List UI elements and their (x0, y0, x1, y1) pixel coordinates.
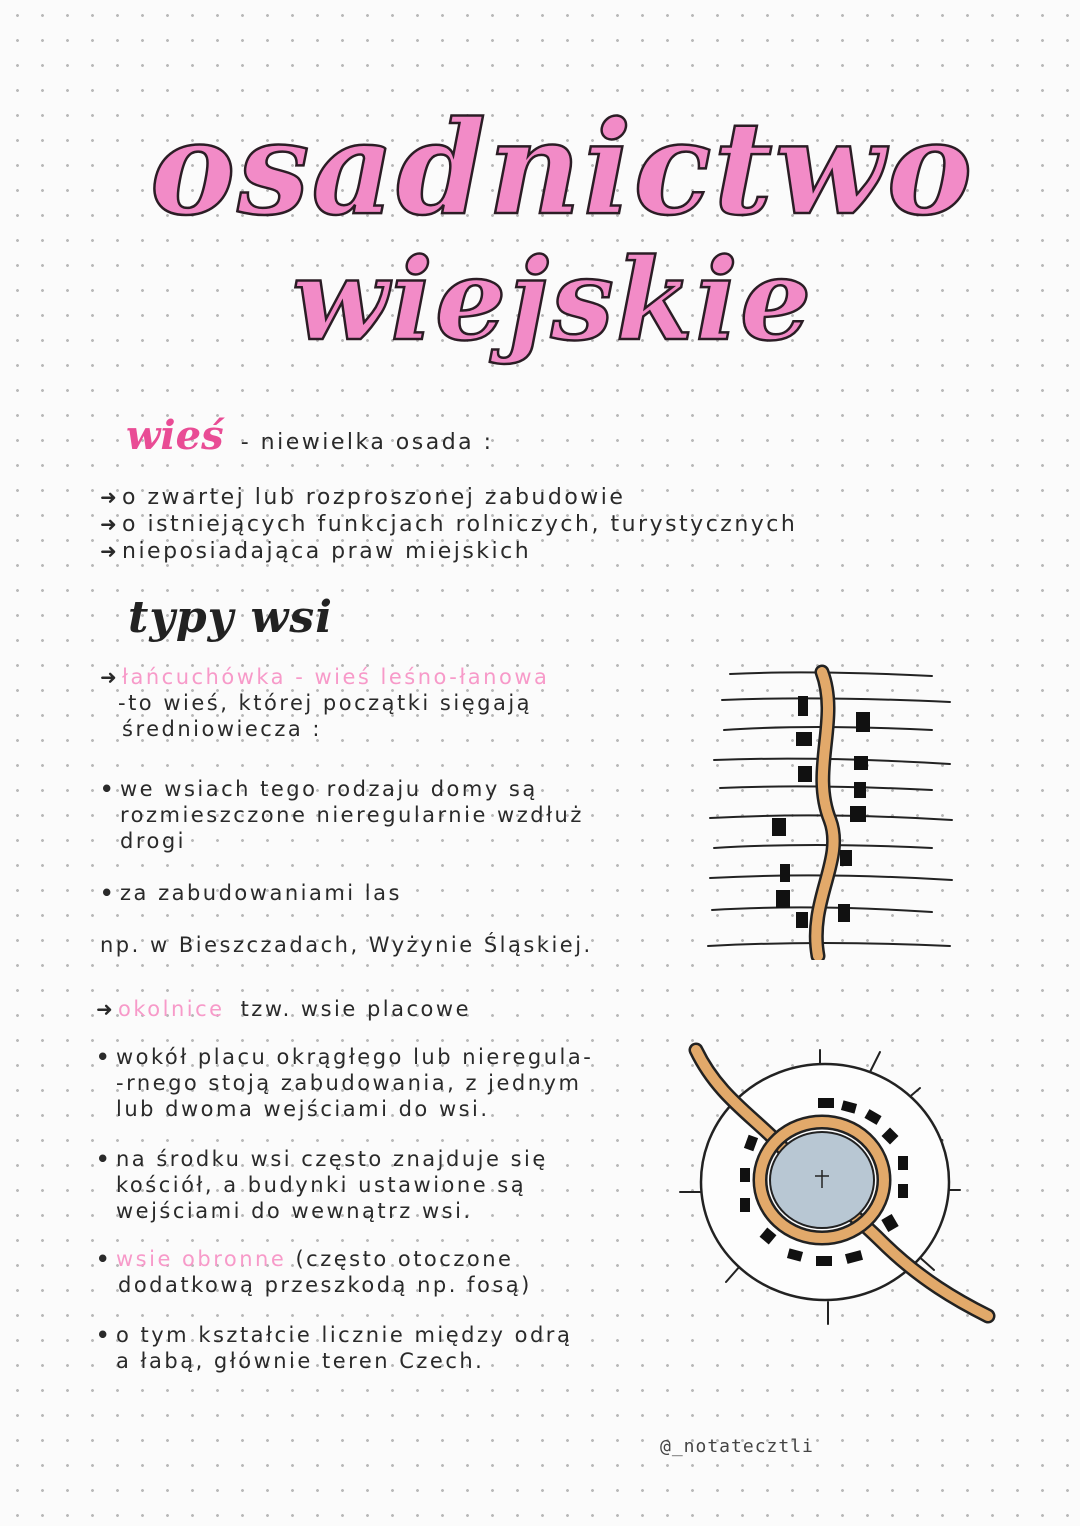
house (850, 806, 866, 822)
type2-alias: tzw. wsie placowe (240, 997, 471, 1021)
house (796, 912, 808, 928)
type2-bullet2: kościół, a budynki ustawione są (116, 1173, 527, 1197)
house (798, 696, 808, 716)
type1-desc: -to wieś, której początki sięgają (118, 691, 533, 715)
house (796, 732, 812, 746)
page-title-line2: wiejskie (292, 235, 814, 366)
type2-bullet2: wejściami do wewnątrz wsi. (116, 1199, 473, 1223)
term-definition: - niewielka osada : (240, 430, 494, 455)
house (854, 756, 868, 770)
house (740, 1198, 750, 1212)
signature: @_notatecztli (660, 1436, 814, 1457)
house (898, 1184, 908, 1198)
term-wies: wieś (126, 412, 224, 459)
type2-bullet3: (często otoczone (286, 1247, 514, 1271)
type2-bullet3: dodatkową przeszkodą np. fosą) (118, 1273, 532, 1297)
type2-bullet2: na środku wsi często znajduje się (116, 1147, 548, 1171)
house (780, 864, 790, 882)
house (840, 850, 852, 866)
house (854, 782, 866, 798)
type2-bullet1: -rnego stoją zabudowania, z jednym (116, 1071, 582, 1095)
bullet-icon: • (96, 1045, 112, 1069)
bullet-icon: • (96, 1323, 112, 1347)
house (798, 766, 812, 782)
house (816, 1256, 832, 1266)
type1-example: np. w Bieszczadach, Wyżynie Śląskiej. (100, 933, 593, 957)
house (740, 1168, 750, 1182)
house (772, 818, 786, 836)
arrow-right-icon: ➜ (96, 997, 116, 1021)
arrow-right-icon: ➜ (100, 665, 120, 689)
type2-section (96, 996, 593, 1374)
intro-section (126, 412, 494, 459)
house (776, 890, 790, 908)
bullet-icon: • (100, 777, 116, 801)
type1-bullet1: we wsiach tego rodzaju domy są (120, 777, 538, 801)
house (838, 904, 850, 922)
intro-points (100, 484, 797, 565)
bullet-icon: • (96, 1147, 112, 1171)
type1-section (100, 664, 593, 958)
types-heading: typy wsi (128, 592, 333, 643)
bullet-icon: • (100, 881, 116, 905)
type1-bullet1: rozmieszczone nieregularnie wzdłuż (120, 803, 584, 827)
list-item: ➜ nieposiadająca praw miejskich (100, 539, 532, 564)
type2-bullet4: o tym kształcie licznie między odrą (116, 1323, 573, 1347)
type1-desc: średniowiecza : (122, 717, 322, 741)
arrow-right-icon: ➜ (100, 512, 120, 536)
type1-bullet1: drogi (120, 829, 187, 853)
arrow-right-icon: ➜ (100, 485, 120, 509)
type2-name: okolnice (118, 997, 225, 1021)
list-item: ➜ o zwartej lub rozproszonej zabudowie (100, 485, 626, 510)
house (818, 1098, 834, 1108)
type1-name: łańcuchówka - wieś leśno-łanowa (122, 665, 550, 689)
lancuchowka-diagram (700, 660, 970, 960)
list-item: ➜ o istniejących funkcjach rolniczych, turystycznych (100, 512, 798, 537)
bullet-icon: • (96, 1247, 112, 1271)
type1-bullet2: za zabudowaniami las (120, 881, 402, 905)
type2-bullet1: wokół placu okrągłego lub nieregula- (116, 1045, 594, 1069)
okolnica-diagram (670, 1040, 1000, 1340)
type2-bullet3-pink: wsie obronne (116, 1247, 287, 1271)
type2-bullet1: lub dwoma wejściami do wsi. (116, 1097, 490, 1121)
page-title-line1: osadnictwo (150, 94, 975, 244)
house (898, 1156, 908, 1170)
arrow-right-icon: ➜ (100, 539, 120, 563)
type2-bullet4: a łabą, głównie teren Czech. (116, 1349, 485, 1373)
house (856, 712, 870, 732)
